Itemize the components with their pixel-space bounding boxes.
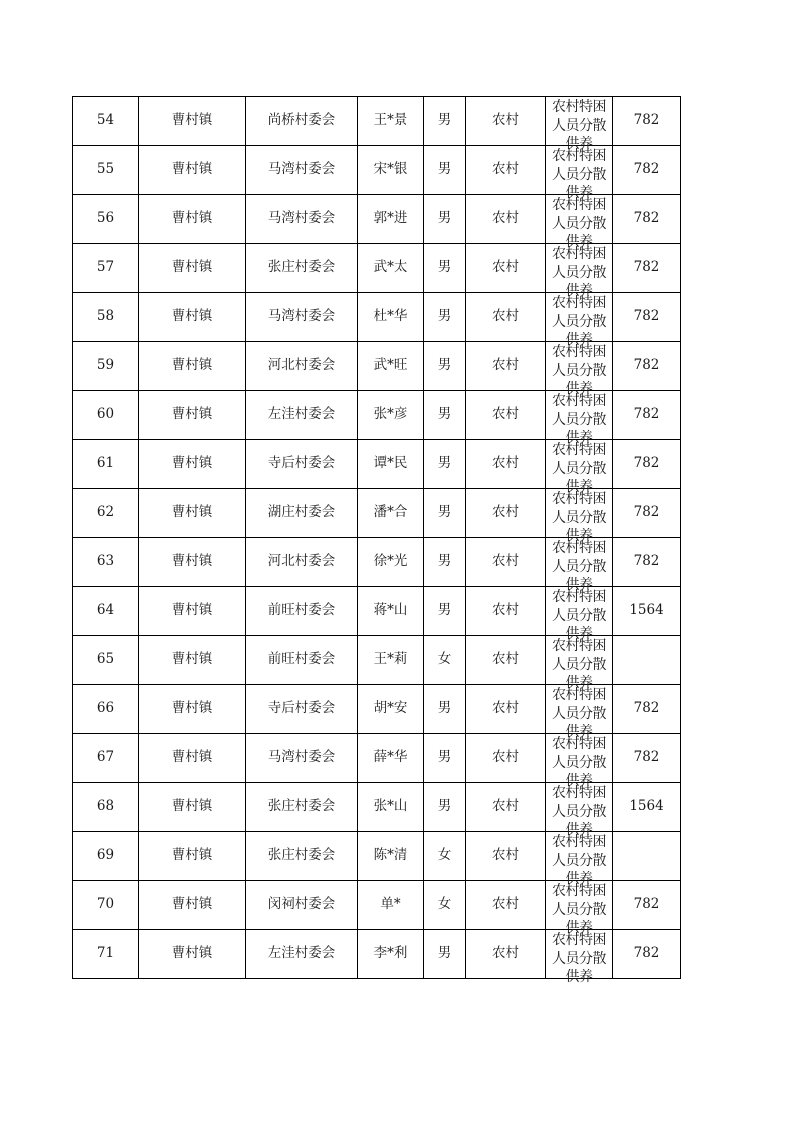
gender-cell: 男 — [424, 440, 466, 489]
category-line: 人员分散 — [552, 705, 606, 722]
person-name-cell: 郭*进 — [358, 195, 424, 244]
table-row — [73, 195, 681, 244]
person-name-cell: 潘*合 — [358, 489, 424, 538]
assistance-category-text — [546, 931, 612, 986]
amount-cell: 782 — [613, 685, 681, 734]
row-number-cell: 63 — [73, 538, 139, 587]
assistance-category-text — [546, 686, 612, 741]
amount-cell: 782 — [613, 734, 681, 783]
area-type-cell: 农村 — [466, 391, 546, 440]
person-name-cell: 王*莉 — [358, 636, 424, 685]
category-line: 人员分散 — [552, 803, 606, 820]
table-row — [73, 832, 681, 881]
category-line: 人员分散 — [552, 313, 606, 330]
category-line: 农村特困 — [552, 736, 606, 752]
town-cell: 曹村镇 — [139, 783, 246, 832]
row-number-cell: 67 — [73, 734, 139, 783]
amount-cell: 782 — [613, 146, 681, 195]
amount-cell: 782 — [613, 489, 681, 538]
town-cell: 曹村镇 — [139, 195, 246, 244]
category-line: 农村特困 — [552, 197, 606, 213]
category-line: 供养 — [565, 724, 593, 741]
assistance-category-cell — [546, 195, 613, 251]
village-committee-cell: 河北村委会 — [246, 538, 358, 587]
person-name-cell: 王*景 — [358, 97, 424, 146]
person-name-cell: 徐*光 — [358, 538, 424, 587]
row-number-cell: 56 — [73, 195, 139, 244]
gender-cell: 男 — [424, 342, 466, 391]
category-line: 供养 — [565, 920, 593, 937]
assistance-category-cell — [546, 587, 613, 643]
table-row — [73, 538, 681, 587]
table-row — [73, 391, 681, 440]
gender-cell: 男 — [424, 195, 466, 244]
gender-cell: 男 — [424, 293, 466, 342]
area-type-cell: 农村 — [466, 97, 546, 146]
category-line: 农村特困 — [552, 295, 606, 311]
table-row — [73, 783, 681, 832]
assistance-category-cell — [546, 391, 613, 447]
area-type-cell: 农村 — [466, 489, 546, 538]
category-line: 人员分散 — [552, 411, 606, 428]
row-number-cell: 65 — [73, 636, 139, 685]
row-number-cell: 62 — [73, 489, 139, 538]
category-line: 人员分散 — [552, 166, 606, 183]
person-name-cell: 胡*安 — [358, 685, 424, 734]
row-number-cell: 66 — [73, 685, 139, 734]
category-line: 人员分散 — [552, 754, 606, 771]
assistance-category-cell — [546, 783, 613, 839]
village-committee-cell: 马湾村委会 — [246, 146, 358, 195]
row-number-cell: 61 — [73, 440, 139, 489]
gender-cell: 男 — [424, 930, 466, 979]
person-name-cell: 武*旺 — [358, 342, 424, 391]
row-number-cell: 54 — [73, 97, 139, 146]
row-number-cell: 57 — [73, 244, 139, 293]
category-line: 农村特困 — [552, 785, 606, 801]
person-name-cell: 张*山 — [358, 783, 424, 832]
category-line: 供养 — [565, 332, 593, 349]
category-line: 供养 — [565, 773, 593, 790]
category-line: 农村特困 — [552, 246, 606, 262]
assistance-category-cell — [546, 636, 613, 692]
amount-cell: 1564 — [613, 587, 681, 636]
assistance-category-text — [546, 245, 612, 300]
row-number-cell: 59 — [73, 342, 139, 391]
amount-cell — [613, 636, 681, 685]
town-cell: 曹村镇 — [139, 636, 246, 685]
category-line: 人员分散 — [552, 852, 606, 869]
table-row — [73, 244, 681, 293]
gender-cell: 女 — [424, 881, 466, 930]
assistance-category-text — [546, 490, 612, 545]
amount-cell: 1564 — [613, 783, 681, 832]
assistance-category-text — [546, 196, 612, 251]
category-line: 农村特困 — [552, 491, 606, 507]
row-number-cell: 58 — [73, 293, 139, 342]
category-line: 农村特困 — [552, 442, 606, 458]
category-line: 人员分散 — [552, 117, 606, 134]
table-body — [73, 97, 681, 986]
village-committee-cell: 闵祠村委会 — [246, 881, 358, 930]
category-line: 供养 — [565, 234, 593, 251]
gender-cell: 男 — [424, 146, 466, 195]
town-cell: 曹村镇 — [139, 734, 246, 783]
assistance-category-text — [546, 539, 612, 594]
table-row — [73, 440, 681, 489]
table-row — [73, 587, 681, 636]
table-row — [73, 685, 681, 734]
village-committee-cell: 尚桥村委会 — [246, 97, 358, 146]
area-type-cell: 农村 — [466, 342, 546, 391]
category-line: 农村特困 — [552, 638, 606, 654]
table-row — [73, 293, 681, 342]
table-row — [73, 636, 681, 685]
amount-cell: 782 — [613, 244, 681, 293]
gender-cell: 男 — [424, 538, 466, 587]
category-line: 供养 — [565, 136, 593, 153]
assistance-category-cell — [546, 293, 613, 349]
town-cell: 曹村镇 — [139, 97, 246, 146]
category-line: 人员分散 — [552, 362, 606, 379]
table-row — [73, 489, 681, 538]
category-line: 供养 — [565, 479, 593, 496]
row-number-cell: 70 — [73, 881, 139, 930]
village-committee-cell: 马湾村委会 — [246, 195, 358, 244]
category-line: 人员分散 — [552, 264, 606, 281]
category-line: 农村特困 — [552, 932, 606, 948]
amount-cell: 782 — [613, 538, 681, 587]
town-cell: 曹村镇 — [139, 685, 246, 734]
category-line: 农村特困 — [552, 883, 606, 899]
assistance-category-text — [546, 588, 612, 643]
category-line: 供养 — [565, 577, 593, 594]
table-row — [73, 97, 681, 146]
row-number-cell: 60 — [73, 391, 139, 440]
category-line: 农村特困 — [552, 834, 606, 850]
category-line: 供养 — [565, 381, 593, 398]
person-name-cell: 武*太 — [358, 244, 424, 293]
gender-cell: 男 — [424, 734, 466, 783]
category-line: 农村特困 — [552, 589, 606, 605]
category-line: 供养 — [565, 969, 593, 986]
assistance-category-cell — [546, 489, 613, 545]
gender-cell: 男 — [424, 391, 466, 440]
assistance-category-cell — [546, 930, 613, 986]
table-row — [73, 146, 681, 195]
assistance-category-cell — [546, 881, 613, 937]
amount-cell: 782 — [613, 440, 681, 489]
assistance-category-cell — [546, 685, 613, 741]
category-line: 农村特困 — [552, 393, 606, 409]
gender-cell: 男 — [424, 587, 466, 636]
assistance-category-cell — [546, 440, 613, 496]
assistance-category-text — [546, 637, 612, 692]
town-cell: 曹村镇 — [139, 930, 246, 979]
relief-roster-table — [72, 96, 681, 986]
table-row — [73, 930, 681, 979]
category-line: 人员分散 — [552, 460, 606, 477]
category-line: 供养 — [565, 822, 593, 839]
town-cell: 曹村镇 — [139, 881, 246, 930]
category-line: 人员分散 — [552, 558, 606, 575]
person-name-cell: 陈*清 — [358, 832, 424, 881]
assistance-category-cell — [546, 146, 613, 202]
category-line: 供养 — [565, 283, 593, 300]
village-committee-cell: 寺后村委会 — [246, 440, 358, 489]
town-cell: 曹村镇 — [139, 832, 246, 881]
assistance-category-cell — [546, 538, 613, 594]
area-type-cell: 农村 — [466, 587, 546, 636]
person-name-cell: 宋*银 — [358, 146, 424, 195]
area-type-cell: 农村 — [466, 293, 546, 342]
category-line: 人员分散 — [552, 607, 606, 624]
town-cell: 曹村镇 — [139, 538, 246, 587]
gender-cell: 男 — [424, 489, 466, 538]
category-line: 人员分散 — [552, 901, 606, 918]
assistance-category-cell — [546, 734, 613, 790]
row-number-cell: 71 — [73, 930, 139, 979]
amount-cell: 782 — [613, 391, 681, 440]
table-row — [73, 342, 681, 391]
category-line: 供养 — [565, 430, 593, 447]
category-line: 农村特困 — [552, 148, 606, 164]
town-cell: 曹村镇 — [139, 342, 246, 391]
town-cell: 曹村镇 — [139, 244, 246, 293]
village-committee-cell: 张庄村委会 — [246, 783, 358, 832]
category-line: 供养 — [565, 528, 593, 545]
assistance-category-text — [546, 98, 612, 153]
person-name-cell: 李*利 — [358, 930, 424, 979]
area-type-cell: 农村 — [466, 832, 546, 881]
village-committee-cell: 前旺村委会 — [246, 587, 358, 636]
amount-cell: 782 — [613, 930, 681, 979]
area-type-cell: 农村 — [466, 244, 546, 293]
town-cell: 曹村镇 — [139, 146, 246, 195]
person-name-cell: 谭*民 — [358, 440, 424, 489]
row-number-cell: 55 — [73, 146, 139, 195]
village-committee-cell: 河北村委会 — [246, 342, 358, 391]
gender-cell: 男 — [424, 783, 466, 832]
village-committee-cell: 湖庄村委会 — [246, 489, 358, 538]
category-line: 人员分散 — [552, 215, 606, 232]
area-type-cell: 农村 — [466, 195, 546, 244]
amount-cell — [613, 832, 681, 881]
area-type-cell: 农村 — [466, 881, 546, 930]
village-committee-cell: 马湾村委会 — [246, 734, 358, 783]
table-row — [73, 734, 681, 783]
row-number-cell: 64 — [73, 587, 139, 636]
village-committee-cell: 张庄村委会 — [246, 832, 358, 881]
assistance-category-text — [546, 784, 612, 839]
assistance-category-text — [546, 882, 612, 937]
assistance-category-text — [546, 392, 612, 447]
category-line: 人员分散 — [552, 656, 606, 673]
area-type-cell: 农村 — [466, 685, 546, 734]
town-cell: 曹村镇 — [139, 293, 246, 342]
amount-cell: 782 — [613, 342, 681, 391]
village-committee-cell: 张庄村委会 — [246, 244, 358, 293]
town-cell: 曹村镇 — [139, 587, 246, 636]
village-committee-cell: 左洼村委会 — [246, 391, 358, 440]
person-name-cell: 杜*华 — [358, 293, 424, 342]
amount-cell: 782 — [613, 97, 681, 146]
town-cell: 曹村镇 — [139, 440, 246, 489]
amount-cell: 782 — [613, 881, 681, 930]
category-line: 供养 — [565, 626, 593, 643]
row-number-cell: 69 — [73, 832, 139, 881]
town-cell: 曹村镇 — [139, 391, 246, 440]
area-type-cell: 农村 — [466, 440, 546, 489]
category-line: 供养 — [565, 675, 593, 692]
area-type-cell: 农村 — [466, 930, 546, 979]
category-line: 农村特困 — [552, 344, 606, 360]
person-name-cell: 张*彦 — [358, 391, 424, 440]
gender-cell: 男 — [424, 97, 466, 146]
assistance-category-text — [546, 294, 612, 349]
area-type-cell: 农村 — [466, 538, 546, 587]
village-committee-cell: 前旺村委会 — [246, 636, 358, 685]
assistance-category-text — [546, 735, 612, 790]
person-name-cell: 单* — [358, 881, 424, 930]
gender-cell: 女 — [424, 636, 466, 685]
assistance-category-text — [546, 343, 612, 398]
row-number-cell: 68 — [73, 783, 139, 832]
assistance-category-cell — [546, 244, 613, 300]
area-type-cell: 农村 — [466, 636, 546, 685]
category-line: 人员分散 — [552, 509, 606, 526]
gender-cell: 男 — [424, 244, 466, 293]
town-cell: 曹村镇 — [139, 489, 246, 538]
assistance-category-text — [546, 833, 612, 888]
gender-cell: 男 — [424, 685, 466, 734]
assistance-category-text — [546, 441, 612, 496]
category-line: 农村特困 — [552, 99, 606, 115]
village-committee-cell: 左洼村委会 — [246, 930, 358, 979]
assistance-category-text — [546, 147, 612, 202]
person-name-cell: 蒋*山 — [358, 587, 424, 636]
table-row — [73, 881, 681, 930]
category-line: 人员分散 — [552, 950, 606, 967]
area-type-cell: 农村 — [466, 146, 546, 195]
category-line: 供养 — [565, 871, 593, 888]
assistance-category-cell — [546, 342, 613, 398]
category-line: 供养 — [565, 185, 593, 202]
amount-cell: 782 — [613, 293, 681, 342]
assistance-category-cell — [546, 832, 613, 888]
area-type-cell: 农村 — [466, 734, 546, 783]
assistance-category-cell — [546, 97, 613, 153]
category-line: 农村特困 — [552, 540, 606, 556]
amount-cell: 782 — [613, 195, 681, 244]
area-type-cell: 农村 — [466, 783, 546, 832]
category-line: 农村特困 — [552, 687, 606, 703]
village-committee-cell: 寺后村委会 — [246, 685, 358, 734]
gender-cell: 女 — [424, 832, 466, 881]
person-name-cell: 薛*华 — [358, 734, 424, 783]
village-committee-cell: 马湾村委会 — [246, 293, 358, 342]
